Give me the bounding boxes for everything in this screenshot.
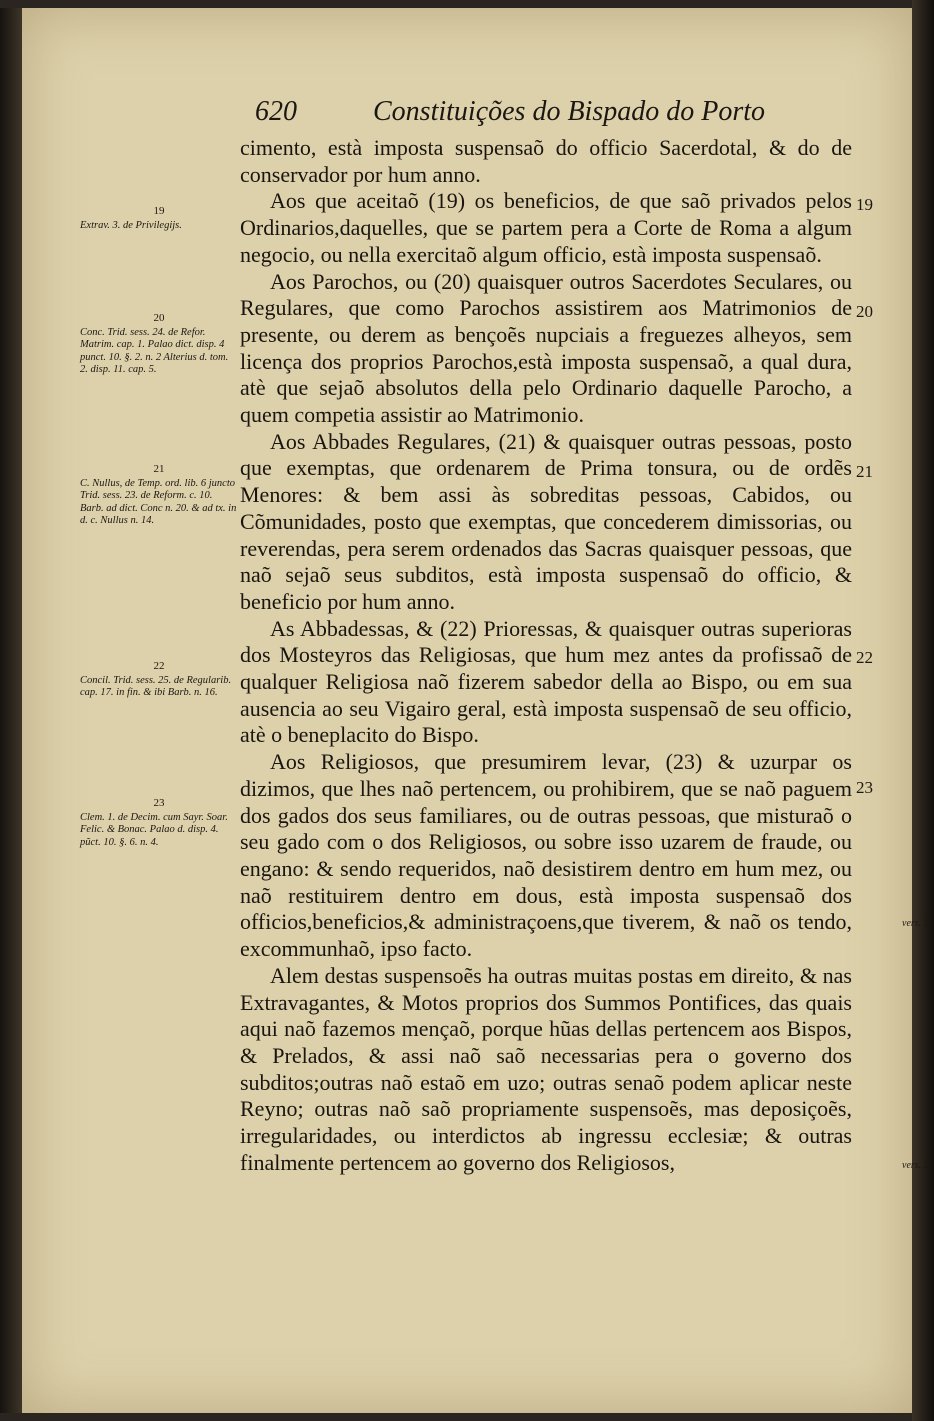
right-margin-number: 20 [856, 302, 873, 321]
note-text: Conc. Trid. sess. 24. de Refor. Matrim. cap. 1. Palao dict. disp. 4 punct. 10. §. 2. n. 2 Alterius d. tom. 2. disp. 11. cap. 5. [80, 326, 229, 375]
note-number: 21 [153, 463, 165, 475]
running-title: Constituições do Bispado do Porto [373, 96, 765, 127]
cut-marginal-note: vers. 2. [902, 1160, 932, 1171]
note-text: C. Nullus, de Temp. ord. lib. 6 juncto Trid. sess. 23. de Reform. c. 10. Barb. ad dict. Conc n. 20. & ad tx. in d. c. Nullus n. 14. [80, 477, 237, 526]
note-number: 19 [153, 205, 165, 217]
marginal-note [80, 312, 238, 377]
paragraph: Aos que aceitaõ (19) os beneficios, de que saõ privados pelos Ordinarios,daquelles, que se partem pera a Corte de Roma a algum negocio, ou nella exercitaõ algum officio, està imposta suspensaõ. [240, 188, 852, 267]
page-number: 620 [255, 96, 297, 127]
marginal-note [80, 660, 238, 700]
right-margin-number: 22 [856, 648, 873, 667]
paragraph: As Abbadessas, & (22) Prioressas, & quaisquer outras superioras dos Mosteyros das Religiosas, que hum mez antes da profissaõ de qualquer Religiosa naõ fizerem sabedor della ao Bispo, ou em sua ausencia ao seu Vigairo geral, està imposta suspensaõ de seu officio, atè o beneplacito do Bispo. [240, 615, 852, 748]
marginal-note [80, 205, 238, 232]
book-spine-shadow [0, 8, 22, 1413]
right-margin-number: 21 [856, 462, 873, 481]
note-number: 22 [153, 660, 165, 672]
note-text: Extrav. 3. de Privilegijs. [80, 219, 182, 231]
paragraph: Aos Parochos, ou (20) quaisquer outros Sacerdotes Seculares, ou Regulares, que como Parochos assistirem aos Matrimonios de presente, ou derem as bençoẽs nupciais a freguezes alheyos, sem licença dos proprios Parochos,està imposta suspensaõ, a qual dura, atè que sejaõ absolutos della pelo Ordinario daquelle Parocho, a quem competia assistir ao Matrimonio. [240, 268, 852, 428]
paragraph: cimento, està imposta suspensaõ do officio Sacerdotal, & do de conservador por hum anno. [240, 135, 852, 187]
marginal-note [80, 797, 238, 849]
note-number: 23 [153, 797, 165, 809]
note-text: Clem. 1. de Decim. cum Sayr. Soar. Felic. & Bonac. Palao d. disp. 4. pũct. 10. §. 6. n. 4. [80, 811, 228, 848]
cut-marginal-note: vers. 1 [902, 918, 929, 929]
marginal-note [80, 463, 238, 528]
note-number: 20 [153, 312, 165, 324]
page-header [255, 96, 775, 136]
right-margin-number: 23 [856, 778, 873, 797]
paragraph: Aos Religiosos, que presumirem levar, (23) & uzurpar os dizimos, que lhes naõ pertencem, ou prohibirem, que se naõ paguem dos gados dos seus familiares, ou de outras pessoas, que misturaõ o seu gado com o dos Religiosos, ou sobre isso uzarem de fraude, ou engano: & sendo requeridos, naõ desistirem dentro em hum mez, ou naõ restituirem dentro em dous, està imposta suspensaõ dos officios,beneficios,& administraçoens,que tiverem, & naõ os tendo, excommunhaõ, ipso facto. [240, 749, 852, 962]
right-margin-number: 19 [856, 195, 873, 214]
main-text [240, 135, 852, 1176]
paragraph: Aos Abbades Regulares, (21) & quaisquer outras pessoas, posto que exemptas, que ordenarem de Prima tonsura, ou de ordẽs Menores: & bem assi às sobreditas pessoas, Cabidos, ou Cõmunidades, posto que exemptas, que concederem dimissorias, ou reverendas, pera serem ordenados das Sacras quaisquer pessoas, que naõ sejaõ seus subditos, està imposta suspensaõ do officio, & beneficio por hum anno. [240, 428, 852, 614]
facing-page-edge [912, 0, 934, 1421]
note-text: Concil. Trid. sess. 25. de Regularib. cap. 17. in fin. & ibi Barb. n. 16. [80, 674, 232, 698]
paragraph: Alem destas suspensoẽs ha outras muitas postas em direito, & nas Extravagantes, & Motos proprios dos Summos Pontifices, das quais aqui naõ fazemos mençaõ, porque hũas dellas pertencem aos Bispos, & Prelados, & assi naõ saõ necessarias pera o governo dos subditos;outras naõ estaõ em uzo; outras senaõ podem aplicar neste Reyno; outras naõ saõ propriamente suspensoẽs, mas deposiçoẽs, irregularidades, ou interdictos ab ingressu ecclesiæ; & outras finalmente pertencem ao governo dos Religiosos, [240, 962, 852, 1175]
